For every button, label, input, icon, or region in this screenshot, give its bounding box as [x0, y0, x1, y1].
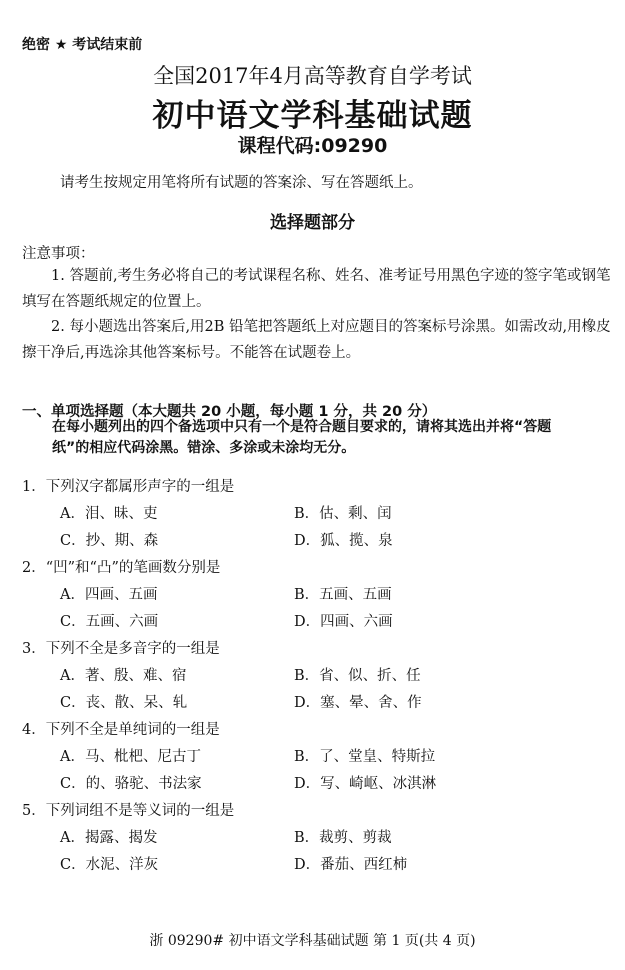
option-d: D．写、崎岖、冰淇淋 [294, 776, 437, 792]
option-c: C．的、骆驼、书法家 [60, 776, 202, 792]
option-d: D．番茄、西红柿 [294, 857, 408, 873]
option-a: A．四画、五画 [60, 587, 158, 603]
question-stem: 4．下列不全是单纯词的一组是 [22, 722, 220, 738]
option-c: C．水泥、洋灰 [60, 857, 159, 873]
option-c: C．丧、散、呆、轧 [60, 695, 188, 711]
option-a: A．马、枇杷、尼古丁 [60, 749, 201, 765]
option-c: C．抄、期、森 [60, 533, 159, 549]
exam-name: 全国2017年4月高等教育自学考试 [153, 64, 472, 88]
option-b: B．省、似、折、任 [294, 668, 421, 684]
notice-item: 2. 每小题选出答案后,用2B 铅笔把答题纸上对应题目的答案标号涂黑。如需改动,用橡皮擦干净后,再选涂其他答案标号。不能答在试题卷上。 [22, 319, 611, 361]
option-d: D．狐、揽、泉 [294, 533, 393, 549]
question-block [22, 636, 612, 717]
question-block [22, 798, 612, 879]
page-footer: 浙 09290# 初中语文学科基础试题 第 1 页(共 4 页) [149, 933, 476, 949]
option-d: D．塞、晕、舍、作 [294, 695, 422, 711]
question-stem: 3．下列不全是多音字的一组是 [22, 641, 220, 657]
option-a: A．揭露、揭发 [60, 830, 158, 846]
option-b: B．裁剪、剪裁 [294, 830, 392, 846]
question-block [22, 717, 612, 798]
option-c: C．五画、六画 [60, 614, 159, 630]
question-block [22, 474, 612, 555]
instruction-text: 请考生按规定用笔将所有试题的答案涂、写在答题纸上。 [60, 175, 423, 191]
question-list [22, 474, 612, 879]
option-a: A．著、殷、难、宿 [60, 668, 187, 684]
option-b: B．五画、五画 [294, 587, 392, 603]
question-stem: 5．下列词组不是等义词的一组是 [22, 803, 235, 819]
option-b: B．估、剩、闰 [294, 506, 392, 522]
option-a: A．泪、昧、吏 [60, 506, 158, 522]
question-stem: 1．下列汉字都属形声字的一组是 [22, 479, 235, 495]
option-d: D．四画、六画 [294, 614, 393, 630]
confidential-label: 绝密 ★ 考试结束前 [22, 37, 143, 53]
subject-title: 初中语文学科基础试题 [152, 98, 473, 134]
question-block [22, 555, 612, 636]
part-one-title: 一、单项选择题（本大题共 20 小题，每小题 1 分，共 20 分） [22, 404, 437, 420]
option-b: B．了、堂皇、特斯拉 [294, 749, 436, 765]
course-code: 课程代码:09290 [237, 135, 388, 157]
notice-item: 1. 答题前,考生务必将自己的考试课程名称、姓名、准考证号用黑色字迹的签字笔或钢笔填写在答题纸规定的位置上。 [22, 268, 611, 310]
part-one-note: 在每小题列出的四个备选项中只有一个是符合题目要求的，请将其选出并将“答题纸”的相应代码涂黑。错涂、多涂或未涂均无分。 [52, 419, 552, 456]
question-stem: 2．“凹”和“凸”的笔画数分别是 [22, 560, 221, 576]
section-title: 选择题部分 [270, 213, 355, 233]
notice-title: 注意事项： [22, 246, 95, 262]
